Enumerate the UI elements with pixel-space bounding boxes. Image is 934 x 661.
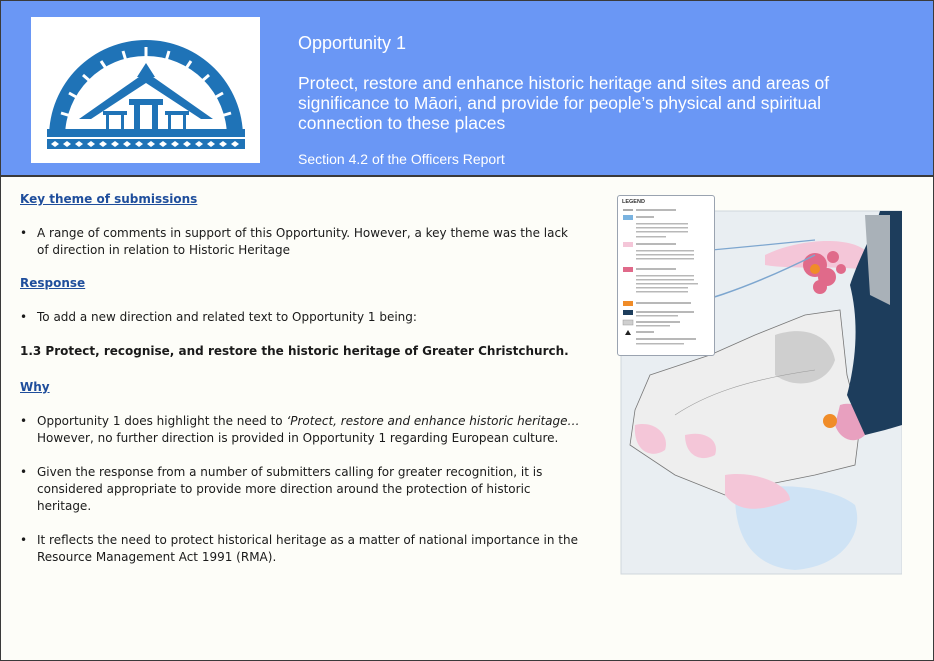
page-title: Opportunity 1 — [298, 33, 407, 53]
list-item: • To add a new direction and related text to Opportunity 1 being: — [20, 309, 580, 326]
key-theme-heading: Key theme of submissions — [20, 192, 198, 206]
section-reference: Section 4.2 of the Officers Report — [298, 151, 505, 167]
list-item: • Given the response from a number of submitters calling for greater recognition, it is considered appropriate to provide more direction around the protection of historic heritage. — [20, 464, 580, 515]
wharenui-logo-icon — [31, 17, 260, 163]
greater-christchurch-map — [615, 195, 902, 576]
response-heading: Response — [20, 276, 86, 290]
why-heading: Why — [20, 380, 50, 394]
list-item: • A range of comments in support of this Opportunity. However, a key theme was the lack of direction in relation to Historic Heritage — [20, 225, 580, 259]
opportunity-description: Protect, restore and enhance historic heritage and sites and areas of significance to Māori, and provide for people’s physical and spiritual connection to these places — [298, 73, 830, 133]
bullet-text: Opportunity 1 does highlight the need to — [37, 414, 287, 428]
legend-swatches-icon — [618, 196, 714, 355]
quote-text: ‘Protect, restore and enhance historic heritage… — [286, 414, 580, 428]
content-body — [20, 192, 580, 583]
list-item — [20, 413, 580, 447]
list-item: • It reflects the need to protect historical heritage as a matter of national importance in the Resource Management Act 1991 (RMA). — [20, 532, 580, 566]
new-direction-text: 1.3 Protect, recognise, and restore the historic heritage of Greater Christchurch. — [20, 344, 569, 358]
legend-title: LEGEND — [622, 199, 645, 205]
bullet-text: However, no further direction is provided in Opportunity 1 regarding European culture. — [37, 431, 559, 445]
header-banner — [1, 1, 933, 177]
map-legend — [617, 195, 715, 356]
logo — [31, 17, 260, 163]
